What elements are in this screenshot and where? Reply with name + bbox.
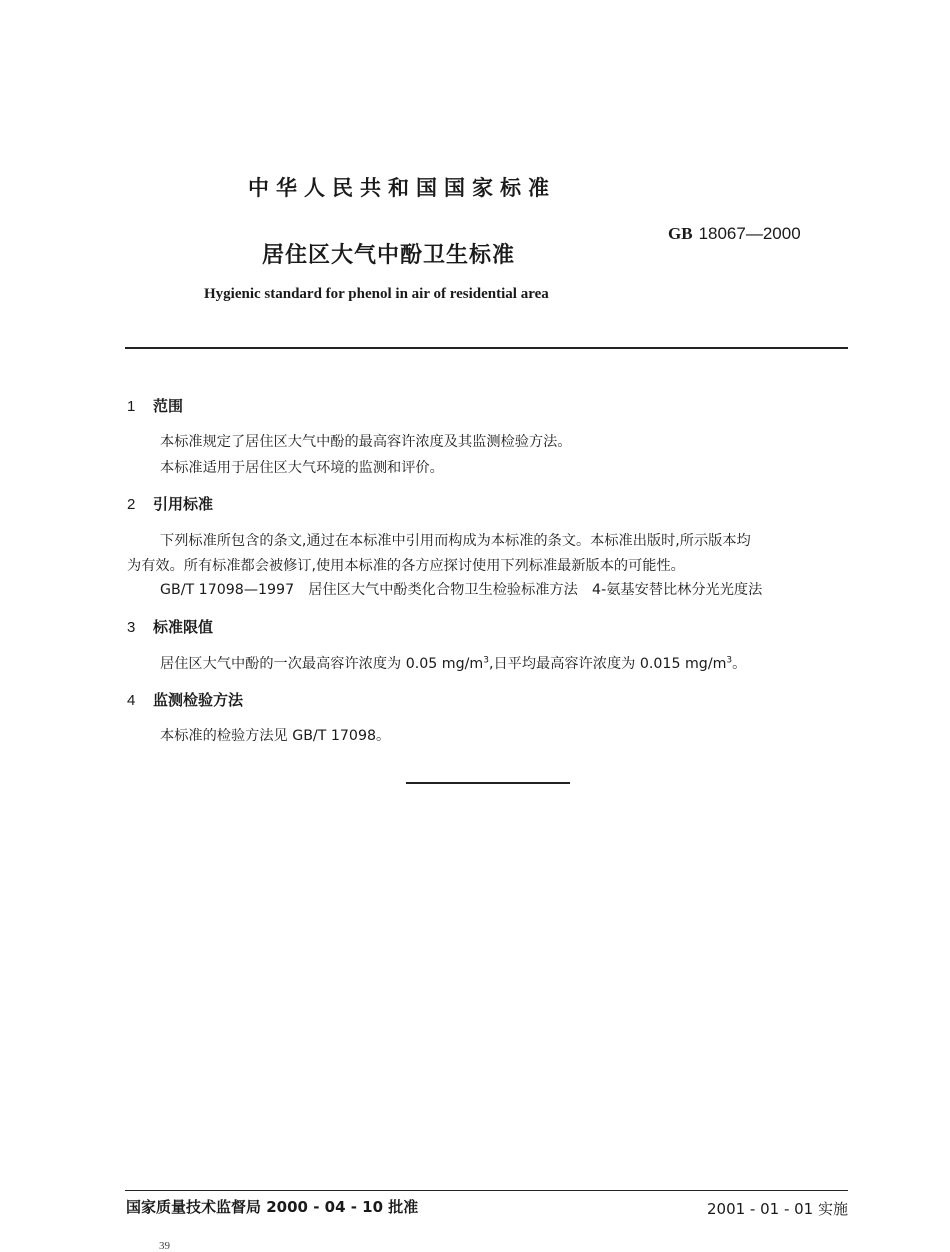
unit-exponent: 3 <box>726 655 733 666</box>
section-1-paragraph-1: 本标准规定了居住区大气中酚的最高容许浓度及其监测检验方法。 <box>160 434 572 450</box>
implementation-date: 2001 - 01 - 01 实施 <box>706 1200 848 1218</box>
document-subtitle-english: Hygienic standard for phenol in air of residential area <box>204 286 549 302</box>
section-1-paragraph-2: 本标准适用于居住区大气环境的监测和评价。 <box>160 460 444 476</box>
section-4-number: 4 <box>127 692 136 709</box>
section-1-heading <box>127 395 183 416</box>
section-2-number: 2 <box>127 496 136 513</box>
national-standard-title: 中华人民共和国国家标准 <box>248 176 556 200</box>
approval-date: 国家质量技术监督局 2000 - 04 - 10 批准 <box>126 1198 419 1216</box>
section-4-heading <box>127 689 243 710</box>
section-1-number: 1 <box>127 398 136 415</box>
section-4-title: 监测检验方法 <box>153 691 244 709</box>
section-2-heading <box>127 493 213 514</box>
section-3-number: 3 <box>127 619 136 636</box>
standard-prefix: GB <box>668 224 693 243</box>
footer-divider <box>125 1190 848 1191</box>
page-number: 39 <box>159 1240 170 1252</box>
header-divider <box>125 347 848 349</box>
sentence-end: 。 <box>732 656 747 672</box>
section-2-paragraph-line-1: 下列标准所包含的条文,通过在本标准中引用而构成为本标准的条文。本标准出版时,所示版本均 <box>160 533 751 549</box>
section-1-title: 范围 <box>153 397 184 415</box>
daily-average-limit-text: ,日平均最高容许浓度为 0.015 mg/m <box>488 656 727 672</box>
section-2-title: 引用标准 <box>153 495 214 513</box>
document-title: 居住区大气中酚卫生标准 <box>262 243 516 268</box>
unit-exponent: 3 <box>483 655 489 666</box>
standard-number <box>668 224 801 244</box>
one-time-limit-text: 居住区大气中酚的一次最高容许浓度为 0.05 mg/m <box>160 656 484 672</box>
section-3-title: 标准限值 <box>153 618 214 636</box>
section-4-paragraph: 本标准的检验方法见 GB/T 17098。 <box>160 728 391 744</box>
section-2-paragraph-line-2: 为有效。所有标准都会被修订,使用本标准的各方应探讨使用下列标准最新版本的可能性。 <box>127 558 685 574</box>
section-3-heading <box>127 616 213 637</box>
end-of-text-rule <box>406 782 570 784</box>
section-3-limit-paragraph <box>160 653 746 673</box>
referenced-standard-entry: GB/T 17098—1997 居住区大气中酚类化合物卫生检验标准方法 4-氨基安替比林分光光度法 <box>160 582 763 598</box>
standard-code: 18067—2000 <box>698 224 801 243</box>
